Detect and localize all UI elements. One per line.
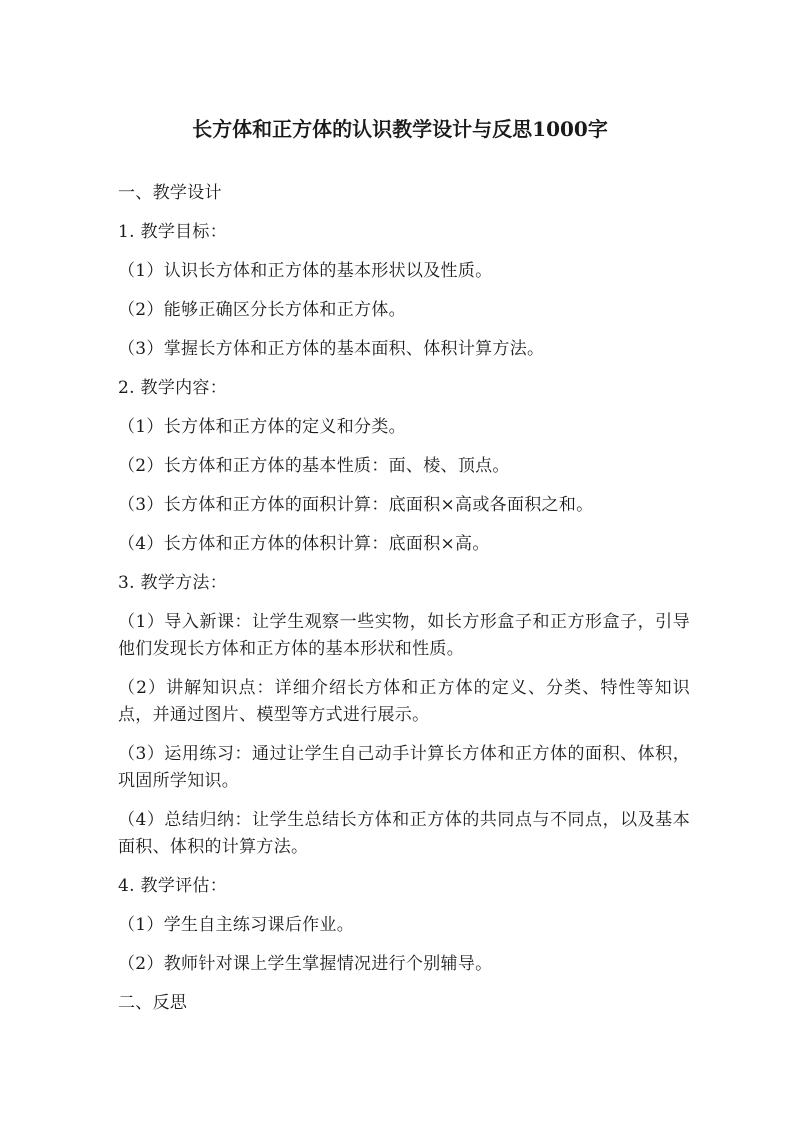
document-body <box>118 180 690 1029</box>
list-item: （3）掌握长方体和正方体的基本面积、体积计算方法。 <box>118 339 545 359</box>
list-item: （3）长方体和正方体的面积计算：底面积×高或各面积之和。 <box>118 495 594 515</box>
list-item: （3）运用练习：通过让学生自己动手计算长方体和正方体的面积、体积，巩固所学知识。 <box>118 744 690 791</box>
list-item: （2）教师针对课上学生掌握情况进行个别辅导。 <box>118 954 493 974</box>
list-item: （1）认识长方体和正方体的基本形状以及性质。 <box>118 261 493 281</box>
subheading-teaching-evaluation: 4. 教学评估： <box>118 876 228 896</box>
list-item: （4）长方体和正方体的体积计算：底面积×高。 <box>118 534 490 554</box>
subheading-teaching-content: 2. 教学内容： <box>118 378 228 398</box>
list-item: （1）导入新课：让学生观察一些实物，如长方形盒子和正方形盒子，引导他们发现长方体和正方体的基本形状和性质。 <box>118 612 690 659</box>
section-heading-teaching-design: 一、教学设计 <box>118 183 222 203</box>
list-item: （2）能够正确区分长方体和正方体。 <box>118 300 406 320</box>
subheading-teaching-methods: 3. 教学方法： <box>118 573 228 593</box>
list-item: （4）总结归纳：让学生总结长方体和正方体的共同点与不同点，以及基本面积、体积的计算方法。 <box>118 810 690 857</box>
list-item: （1）长方体和正方体的定义和分类。 <box>118 417 406 437</box>
list-item: （1）学生自主练习课后作业。 <box>118 915 355 935</box>
list-item: （2）讲解知识点：详细介绍长方体和正方体的定义、分类、特性等知识点，并通过图片、模型等方式进行展示。 <box>118 678 690 725</box>
section-heading-reflection: 二、反思 <box>118 993 188 1013</box>
subheading-teaching-goals: 1. 教学目标： <box>118 222 228 242</box>
list-item: （2）长方体和正方体的基本性质：面、棱、顶点。 <box>118 456 510 476</box>
document-title: 长方体和正方体的认识教学设计与反思1000字 <box>192 117 608 141</box>
